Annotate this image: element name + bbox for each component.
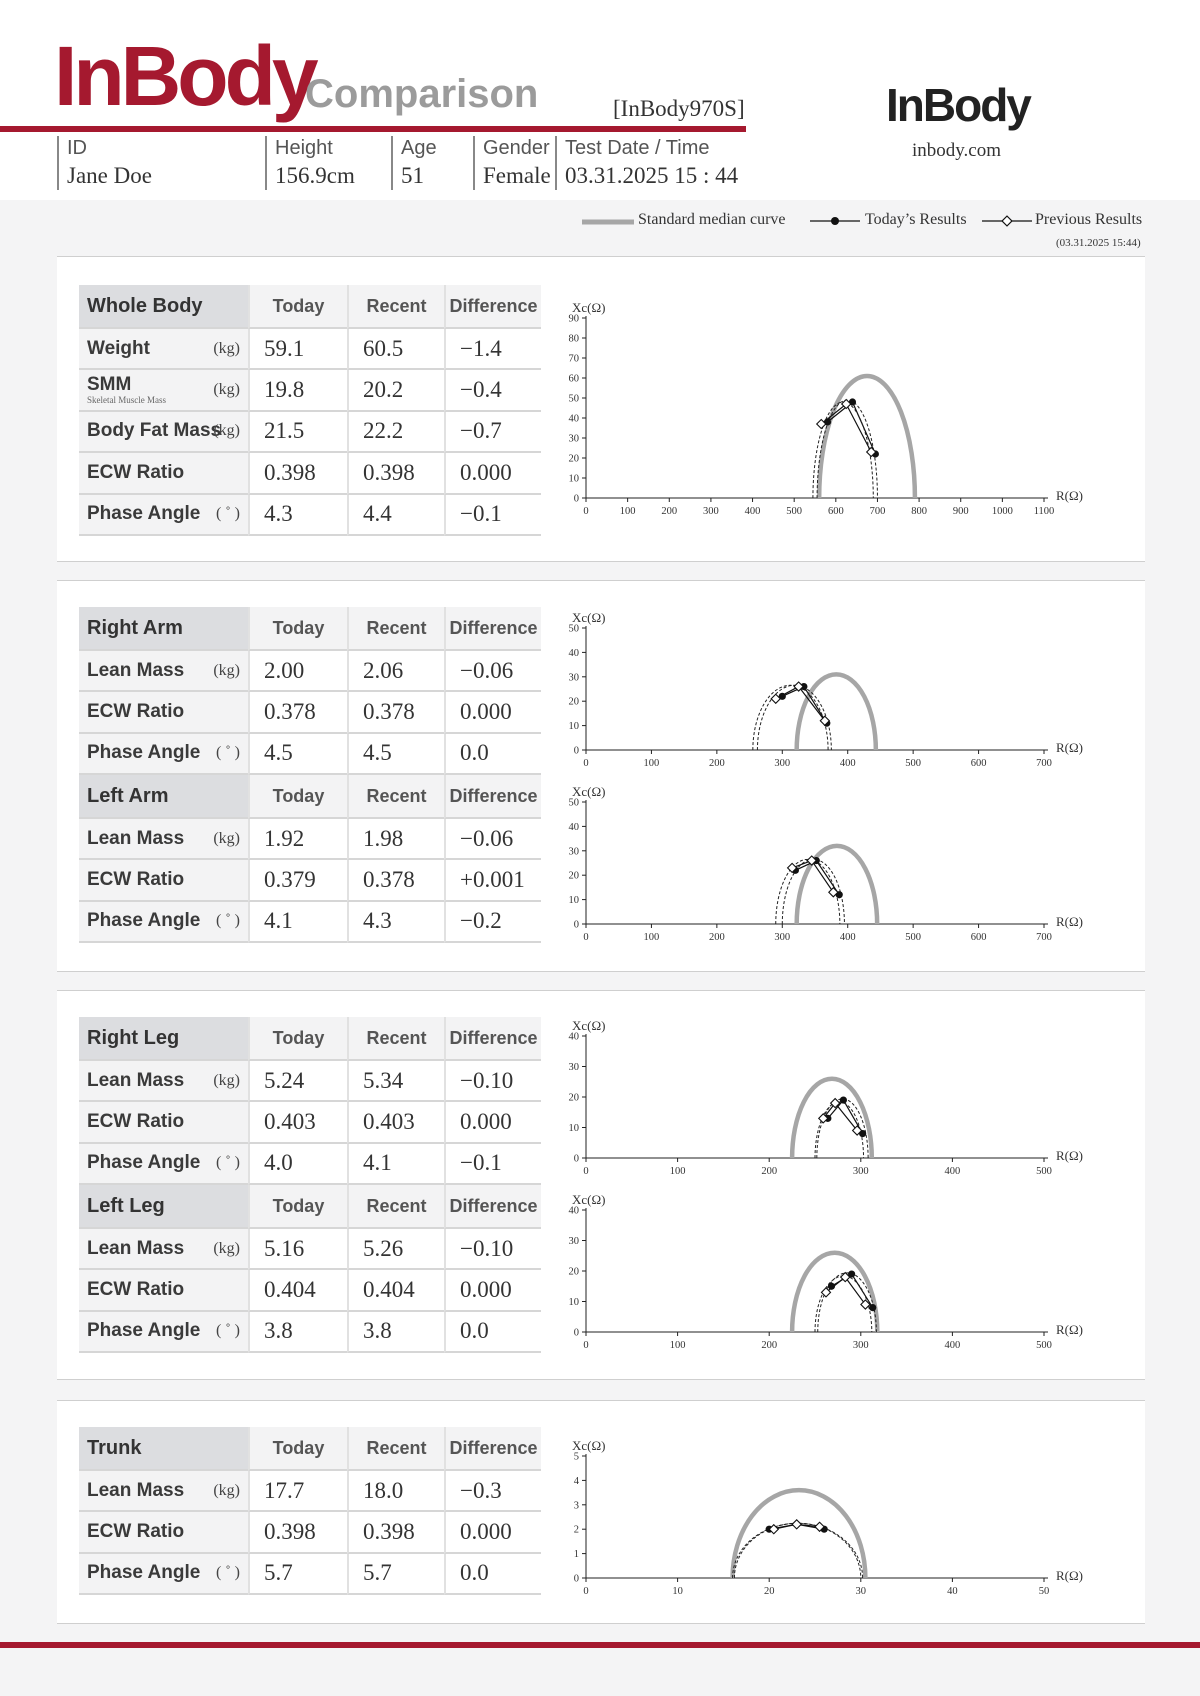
y-tick-label: 20 xyxy=(568,696,579,708)
x-tick-label: 400 xyxy=(839,758,856,769)
row-unit: ( ˚ ) xyxy=(216,1564,240,1582)
row-unit: (kg) xyxy=(213,1071,240,1089)
standard-median-curve xyxy=(819,376,915,498)
header-rule xyxy=(0,126,746,132)
x-tick-label: 500 xyxy=(905,758,922,769)
row-label: ECW Ratio xyxy=(87,869,185,891)
recent-value: 5.7 xyxy=(347,1554,444,1595)
table-row xyxy=(79,370,541,411)
y-tick-label: 50 xyxy=(568,623,579,635)
difference-value: −0.06 xyxy=(444,819,541,860)
row-label: Lean Mass xyxy=(87,1479,185,1501)
table-header-row xyxy=(79,775,541,819)
row-label: Phase Angle xyxy=(87,503,201,525)
row-label: Body Fat Mass xyxy=(87,420,222,442)
row-unit: (kg) xyxy=(213,829,240,847)
row-label: Lean Mass xyxy=(87,659,185,681)
table-header-row xyxy=(79,1185,541,1229)
table-row xyxy=(79,819,541,860)
left-leg-chart xyxy=(560,1192,1100,1358)
y-tick-label: 10 xyxy=(568,1297,579,1308)
standard-median-curve xyxy=(797,674,876,750)
y-tick-label: 0 xyxy=(573,1153,579,1165)
recent-value: 4.4 xyxy=(347,495,444,536)
recent-value: 60.5 xyxy=(347,329,444,370)
date-label: Test Date / Time xyxy=(565,137,710,159)
date-value: 03.31.2025 15 : 44 xyxy=(565,163,739,188)
today-value: 4.3 xyxy=(248,495,347,536)
recent-value: 1.98 xyxy=(347,819,444,860)
col-today: Today xyxy=(248,1017,347,1061)
gender-value: Female xyxy=(483,163,551,188)
row-label: SMM xyxy=(87,374,132,396)
col-difference: Difference xyxy=(444,1017,541,1061)
y-tick-label: 2 xyxy=(573,1524,579,1536)
y-tick-label: 90 xyxy=(568,313,579,325)
table-row xyxy=(79,1471,541,1512)
x-tick-label: 1000 xyxy=(991,506,1013,517)
id-label: ID xyxy=(67,137,87,159)
today-value: 17.7 xyxy=(248,1471,347,1512)
x-tick-label: 400 xyxy=(839,932,856,943)
recent-value: 0.398 xyxy=(347,453,444,494)
left-leg-table xyxy=(79,1185,541,1353)
row-label: Lean Mass xyxy=(87,1069,185,1091)
recent-value: 2.06 xyxy=(347,651,444,692)
col-difference: Difference xyxy=(444,1427,541,1471)
table-header-row xyxy=(79,1427,541,1471)
x-tick-label: 200 xyxy=(708,758,725,769)
today-value: 5.16 xyxy=(248,1229,347,1270)
row-unit: ( ˚ ) xyxy=(216,912,240,930)
table-row xyxy=(79,692,541,733)
today-value: 0.398 xyxy=(248,453,347,494)
section-title: Left Leg xyxy=(79,1185,248,1229)
today-value: 2.00 xyxy=(248,651,347,692)
y-axis-label: Xc(Ω) xyxy=(572,1018,606,1033)
x-axis-label: R(Ω) xyxy=(1056,488,1083,503)
y-tick-label: 20 xyxy=(568,453,579,465)
right-leg-table xyxy=(79,1017,541,1185)
legend-today: Today’s Results xyxy=(865,211,967,228)
row-label: Phase Angle xyxy=(87,1320,201,1342)
x-tick-label: 30 xyxy=(855,1586,867,1597)
today-value: 0.378 xyxy=(248,692,347,733)
recent-value: 5.26 xyxy=(347,1229,444,1270)
standard-median-curve xyxy=(797,846,877,924)
y-tick-label: 0 xyxy=(573,745,579,757)
x-tick-label: 300 xyxy=(852,1340,869,1351)
y-tick-label: 10 xyxy=(568,473,579,485)
recent-value: 0.404 xyxy=(347,1270,444,1311)
table-row xyxy=(79,734,541,775)
row-label: Phase Angle xyxy=(87,742,201,764)
y-tick-label: 0 xyxy=(573,493,579,505)
col-recent: Recent xyxy=(347,607,444,651)
col-recent: Recent xyxy=(347,1185,444,1229)
today-value: 0.404 xyxy=(248,1270,347,1311)
brand-logo: InBody xyxy=(886,79,1030,131)
y-tick-label: 0 xyxy=(573,1573,579,1585)
x-tick-label: 400 xyxy=(944,1166,961,1177)
table-row xyxy=(79,1554,541,1595)
y-tick-label: 30 xyxy=(568,846,579,858)
y-tick-label: 3 xyxy=(573,1500,579,1512)
info-id xyxy=(57,136,152,190)
report-subtitle: Comparison xyxy=(305,72,539,116)
trunk-chart xyxy=(560,1438,1100,1604)
recent-value: 18.0 xyxy=(347,1471,444,1512)
id-value: Jane Doe xyxy=(67,163,152,188)
recent-value: 4.1 xyxy=(347,1144,444,1185)
x-tick-label: 0 xyxy=(583,1586,589,1597)
today-value: 59.1 xyxy=(248,329,347,370)
x-axis-label: R(Ω) xyxy=(1056,740,1083,755)
x-tick-label: 200 xyxy=(761,1340,778,1351)
table-header-row xyxy=(79,607,541,651)
y-axis-label: Xc(Ω) xyxy=(572,784,606,799)
x-tick-label: 0 xyxy=(583,758,589,769)
difference-value: −0.4 xyxy=(444,370,541,411)
x-tick-label: 600 xyxy=(970,758,987,769)
y-tick-label: 30 xyxy=(568,433,579,445)
whole-body-chart xyxy=(560,300,1100,524)
x-tick-label: 400 xyxy=(944,1340,961,1351)
difference-value: +0.001 xyxy=(444,860,541,901)
x-tick-label: 100 xyxy=(669,1340,686,1351)
standard-curve-swatch xyxy=(580,219,636,225)
y-tick-label: 50 xyxy=(568,393,579,405)
inbody-logo: InBody xyxy=(54,29,315,123)
device-model: [InBody970S] xyxy=(613,96,745,121)
x-tick-label: 900 xyxy=(952,506,969,517)
x-axis-label: R(Ω) xyxy=(1056,1568,1083,1583)
recent-value: 0.403 xyxy=(347,1102,444,1143)
difference-value: −0.1 xyxy=(444,1144,541,1185)
standard-median-curve xyxy=(792,1079,872,1158)
y-tick-label: 40 xyxy=(568,413,579,425)
y-tick-label: 30 xyxy=(568,672,579,684)
height-label: Height xyxy=(275,137,333,159)
row-unit: (kg) xyxy=(213,1239,240,1257)
col-today: Today xyxy=(248,285,347,329)
today-value: 4.5 xyxy=(248,734,347,775)
difference-value: 0.000 xyxy=(444,453,541,494)
recent-value: 0.378 xyxy=(347,860,444,901)
x-tick-label: 1100 xyxy=(1033,506,1055,517)
col-today: Today xyxy=(248,1185,347,1229)
row-unit: (kg) xyxy=(213,661,240,679)
row-label: ECW Ratio xyxy=(87,1279,185,1301)
previous-dashed-arc xyxy=(733,1523,863,1578)
y-axis-label: Xc(Ω) xyxy=(572,300,606,315)
x-tick-label: 500 xyxy=(786,506,803,517)
x-tick-label: 300 xyxy=(852,1166,869,1177)
y-axis-label: Xc(Ω) xyxy=(572,1192,606,1207)
y-tick-label: 60 xyxy=(568,373,579,385)
table-header-row xyxy=(79,1017,541,1061)
row-label: ECW Ratio xyxy=(87,701,185,723)
x-tick-label: 0 xyxy=(583,1166,589,1177)
row-sublabel: Skeletal Muscle Mass xyxy=(87,395,166,406)
row-label: Phase Angle xyxy=(87,910,201,932)
x-tick-label: 600 xyxy=(827,506,844,517)
row-unit: (kg) xyxy=(213,422,240,440)
standard-median-curve xyxy=(733,1490,866,1578)
x-tick-label: 300 xyxy=(774,758,791,769)
today-dashed-arc xyxy=(757,685,831,750)
row-label: ECW Ratio xyxy=(87,1111,185,1133)
chart-legend xyxy=(580,210,1150,250)
footer-rule xyxy=(0,1642,1200,1648)
table-row xyxy=(79,1512,541,1553)
whole-body-table xyxy=(79,285,541,536)
y-tick-label: 0 xyxy=(573,919,579,931)
recent-value: 4.3 xyxy=(347,902,444,943)
row-label: Phase Angle xyxy=(87,1562,201,1584)
y-tick-label: 5 xyxy=(573,1451,579,1463)
today-value: 1.92 xyxy=(248,819,347,860)
info-age xyxy=(391,136,437,190)
today-value: 21.5 xyxy=(248,412,347,453)
difference-value: 0.000 xyxy=(444,1512,541,1553)
table-row xyxy=(79,902,541,943)
today-value: 0.403 xyxy=(248,1102,347,1143)
legend-previous: Previous Results xyxy=(1035,211,1143,228)
y-tick-label: 10 xyxy=(568,1123,579,1134)
x-tick-label: 700 xyxy=(1036,758,1052,769)
y-tick-label: 0 xyxy=(573,1327,579,1339)
x-tick-label: 100 xyxy=(619,506,636,517)
col-difference: Difference xyxy=(444,1185,541,1229)
row-label: ECW Ratio xyxy=(87,461,185,483)
row-unit: (kg) xyxy=(213,1481,240,1499)
age-value: 51 xyxy=(401,163,424,188)
difference-value: 0.0 xyxy=(444,1554,541,1595)
table-row xyxy=(79,1270,541,1311)
difference-value: 0.000 xyxy=(444,1270,541,1311)
today-value: 19.8 xyxy=(248,370,347,411)
x-tick-label: 800 xyxy=(911,506,927,517)
trunk-table xyxy=(79,1427,541,1595)
y-tick-label: 40 xyxy=(568,1031,579,1043)
recent-value: 0.378 xyxy=(347,692,444,733)
recent-value: 5.34 xyxy=(347,1061,444,1102)
difference-value: 0.000 xyxy=(444,692,541,733)
table-row xyxy=(79,1102,541,1143)
today-point xyxy=(828,1283,835,1290)
y-tick-label: 20 xyxy=(568,870,579,882)
section-title: Right Leg xyxy=(79,1017,248,1061)
x-tick-label: 600 xyxy=(970,932,987,943)
x-tick-label: 200 xyxy=(761,1166,778,1177)
x-tick-label: 700 xyxy=(1036,932,1052,943)
previous-dashed-arc xyxy=(753,685,828,750)
col-recent: Recent xyxy=(347,285,444,329)
row-unit: (kg) xyxy=(213,339,240,357)
x-tick-label: 20 xyxy=(763,1586,775,1597)
today-value: 3.8 xyxy=(248,1312,347,1353)
x-tick-label: 0 xyxy=(583,1340,589,1351)
x-axis-label: R(Ω) xyxy=(1056,1148,1083,1163)
today-value: 0.379 xyxy=(248,860,347,901)
info-date xyxy=(555,136,738,190)
section-title: Trunk xyxy=(79,1427,248,1471)
y-tick-label: 40 xyxy=(568,821,579,833)
col-recent: Recent xyxy=(347,775,444,819)
right-arm-chart xyxy=(560,610,1100,776)
today-point xyxy=(840,1096,847,1103)
recent-value: 0.398 xyxy=(347,1512,444,1553)
left-arm-chart xyxy=(560,784,1100,950)
y-axis-label: Xc(Ω) xyxy=(572,610,606,625)
table-row xyxy=(79,329,541,370)
row-label: Phase Angle xyxy=(87,1152,201,1174)
y-tick-label: 20 xyxy=(568,1266,579,1278)
today-point xyxy=(869,1304,876,1311)
table-row xyxy=(79,860,541,901)
legend-previous-date: (03.31.2025 15:44) xyxy=(1056,237,1141,249)
table-row xyxy=(79,453,541,494)
recent-value: 22.2 xyxy=(347,412,444,453)
table-row xyxy=(79,1061,541,1102)
table-row xyxy=(79,412,541,453)
difference-value: −0.10 xyxy=(444,1229,541,1270)
x-axis-label: R(Ω) xyxy=(1056,914,1083,929)
x-tick-label: 400 xyxy=(744,506,761,517)
col-difference: Difference xyxy=(444,775,541,819)
y-tick-label: 30 xyxy=(568,1236,579,1247)
table-row xyxy=(79,1229,541,1270)
x-tick-label: 0 xyxy=(583,506,589,517)
brand-website[interactable]: inbody.com xyxy=(912,140,1002,161)
difference-value: 0.000 xyxy=(444,1102,541,1143)
table-row xyxy=(79,1312,541,1353)
x-tick-label: 100 xyxy=(643,932,660,943)
left-arm-table xyxy=(79,775,541,943)
section-title: Whole Body xyxy=(79,285,248,329)
recent-value: 20.2 xyxy=(347,370,444,411)
x-tick-label: 200 xyxy=(661,506,678,517)
x-tick-label: 500 xyxy=(1036,1166,1052,1177)
age-label: Age xyxy=(401,137,437,159)
gender-label: Gender xyxy=(483,137,550,159)
difference-value: −0.3 xyxy=(444,1471,541,1512)
recent-value: 3.8 xyxy=(347,1312,444,1353)
right-arm-table xyxy=(79,607,541,775)
col-difference: Difference xyxy=(444,285,541,329)
legend-standard: Standard median curve xyxy=(638,211,786,228)
previous-point xyxy=(792,1520,801,1529)
row-label: Weight xyxy=(87,337,150,359)
row-unit: (kg) xyxy=(213,381,240,399)
col-today: Today xyxy=(248,607,347,651)
difference-value: 0.0 xyxy=(444,734,541,775)
x-tick-label: 500 xyxy=(1036,1340,1052,1351)
today-dashed-arc xyxy=(817,400,877,498)
row-label: Lean Mass xyxy=(87,827,185,849)
row-unit: ( ˚ ) xyxy=(216,1322,240,1340)
x-tick-label: 100 xyxy=(643,758,660,769)
row-unit: ( ˚ ) xyxy=(216,505,240,523)
x-tick-label: 100 xyxy=(669,1166,686,1177)
height-value: 156.9cm xyxy=(275,163,355,188)
difference-value: 0.0 xyxy=(444,1312,541,1353)
standard-median-curve xyxy=(792,1253,877,1332)
y-tick-label: 4 xyxy=(573,1475,579,1487)
x-tick-label: 700 xyxy=(869,506,886,517)
y-tick-label: 70 xyxy=(568,353,579,365)
today-value: 5.7 xyxy=(248,1554,347,1595)
difference-value: −0.06 xyxy=(444,651,541,692)
y-tick-label: 30 xyxy=(568,1062,579,1073)
col-recent: Recent xyxy=(347,1017,444,1061)
section-title: Left Arm xyxy=(79,775,248,819)
table-row xyxy=(79,1144,541,1185)
row-label: Lean Mass xyxy=(87,1237,185,1259)
y-tick-label: 10 xyxy=(568,721,579,733)
x-tick-label: 0 xyxy=(583,932,589,943)
y-tick-label: 80 xyxy=(568,333,579,345)
x-axis-label: R(Ω) xyxy=(1056,1322,1083,1337)
col-difference: Difference xyxy=(444,607,541,651)
today-value: 5.24 xyxy=(248,1061,347,1102)
today-value: 0.398 xyxy=(248,1512,347,1553)
y-tick-label: 1 xyxy=(573,1549,579,1561)
previous-results-swatch xyxy=(980,214,1034,228)
y-axis-label: Xc(Ω) xyxy=(572,1438,606,1453)
difference-value: −0.7 xyxy=(444,412,541,453)
row-unit: ( ˚ ) xyxy=(216,744,240,762)
row-unit: ( ˚ ) xyxy=(216,1154,240,1172)
table-header-row xyxy=(79,285,541,329)
info-height xyxy=(265,136,355,190)
today-dashed-arc xyxy=(734,1523,860,1578)
y-tick-label: 20 xyxy=(568,1092,579,1104)
x-tick-label: 40 xyxy=(947,1586,958,1597)
difference-value: −0.10 xyxy=(444,1061,541,1102)
y-tick-label: 50 xyxy=(568,797,579,809)
x-tick-label: 500 xyxy=(905,932,922,943)
row-label: ECW Ratio xyxy=(87,1521,185,1543)
y-tick-label: 40 xyxy=(568,647,579,659)
y-tick-label: 10 xyxy=(568,895,579,907)
y-tick-label: 40 xyxy=(568,1205,579,1217)
table-row xyxy=(79,495,541,536)
difference-value: −0.2 xyxy=(444,902,541,943)
x-tick-label: 50 xyxy=(1038,1586,1050,1597)
x-tick-label: 10 xyxy=(672,1586,683,1597)
difference-value: −0.1 xyxy=(444,495,541,536)
x-tick-label: 300 xyxy=(774,932,791,943)
difference-value: −1.4 xyxy=(444,329,541,370)
recent-value: 4.5 xyxy=(347,734,444,775)
today-value: 4.1 xyxy=(248,902,347,943)
x-tick-label: 200 xyxy=(708,932,725,943)
info-gender xyxy=(473,136,551,190)
today-results-swatch xyxy=(808,214,862,228)
x-tick-label: 300 xyxy=(703,506,719,517)
col-today: Today xyxy=(248,775,347,819)
right-leg-chart xyxy=(560,1018,1100,1184)
today-value: 4.0 xyxy=(248,1144,347,1185)
col-recent: Recent xyxy=(347,1427,444,1471)
section-title: Right Arm xyxy=(79,607,248,651)
table-row xyxy=(79,651,541,692)
col-today: Today xyxy=(248,1427,347,1471)
